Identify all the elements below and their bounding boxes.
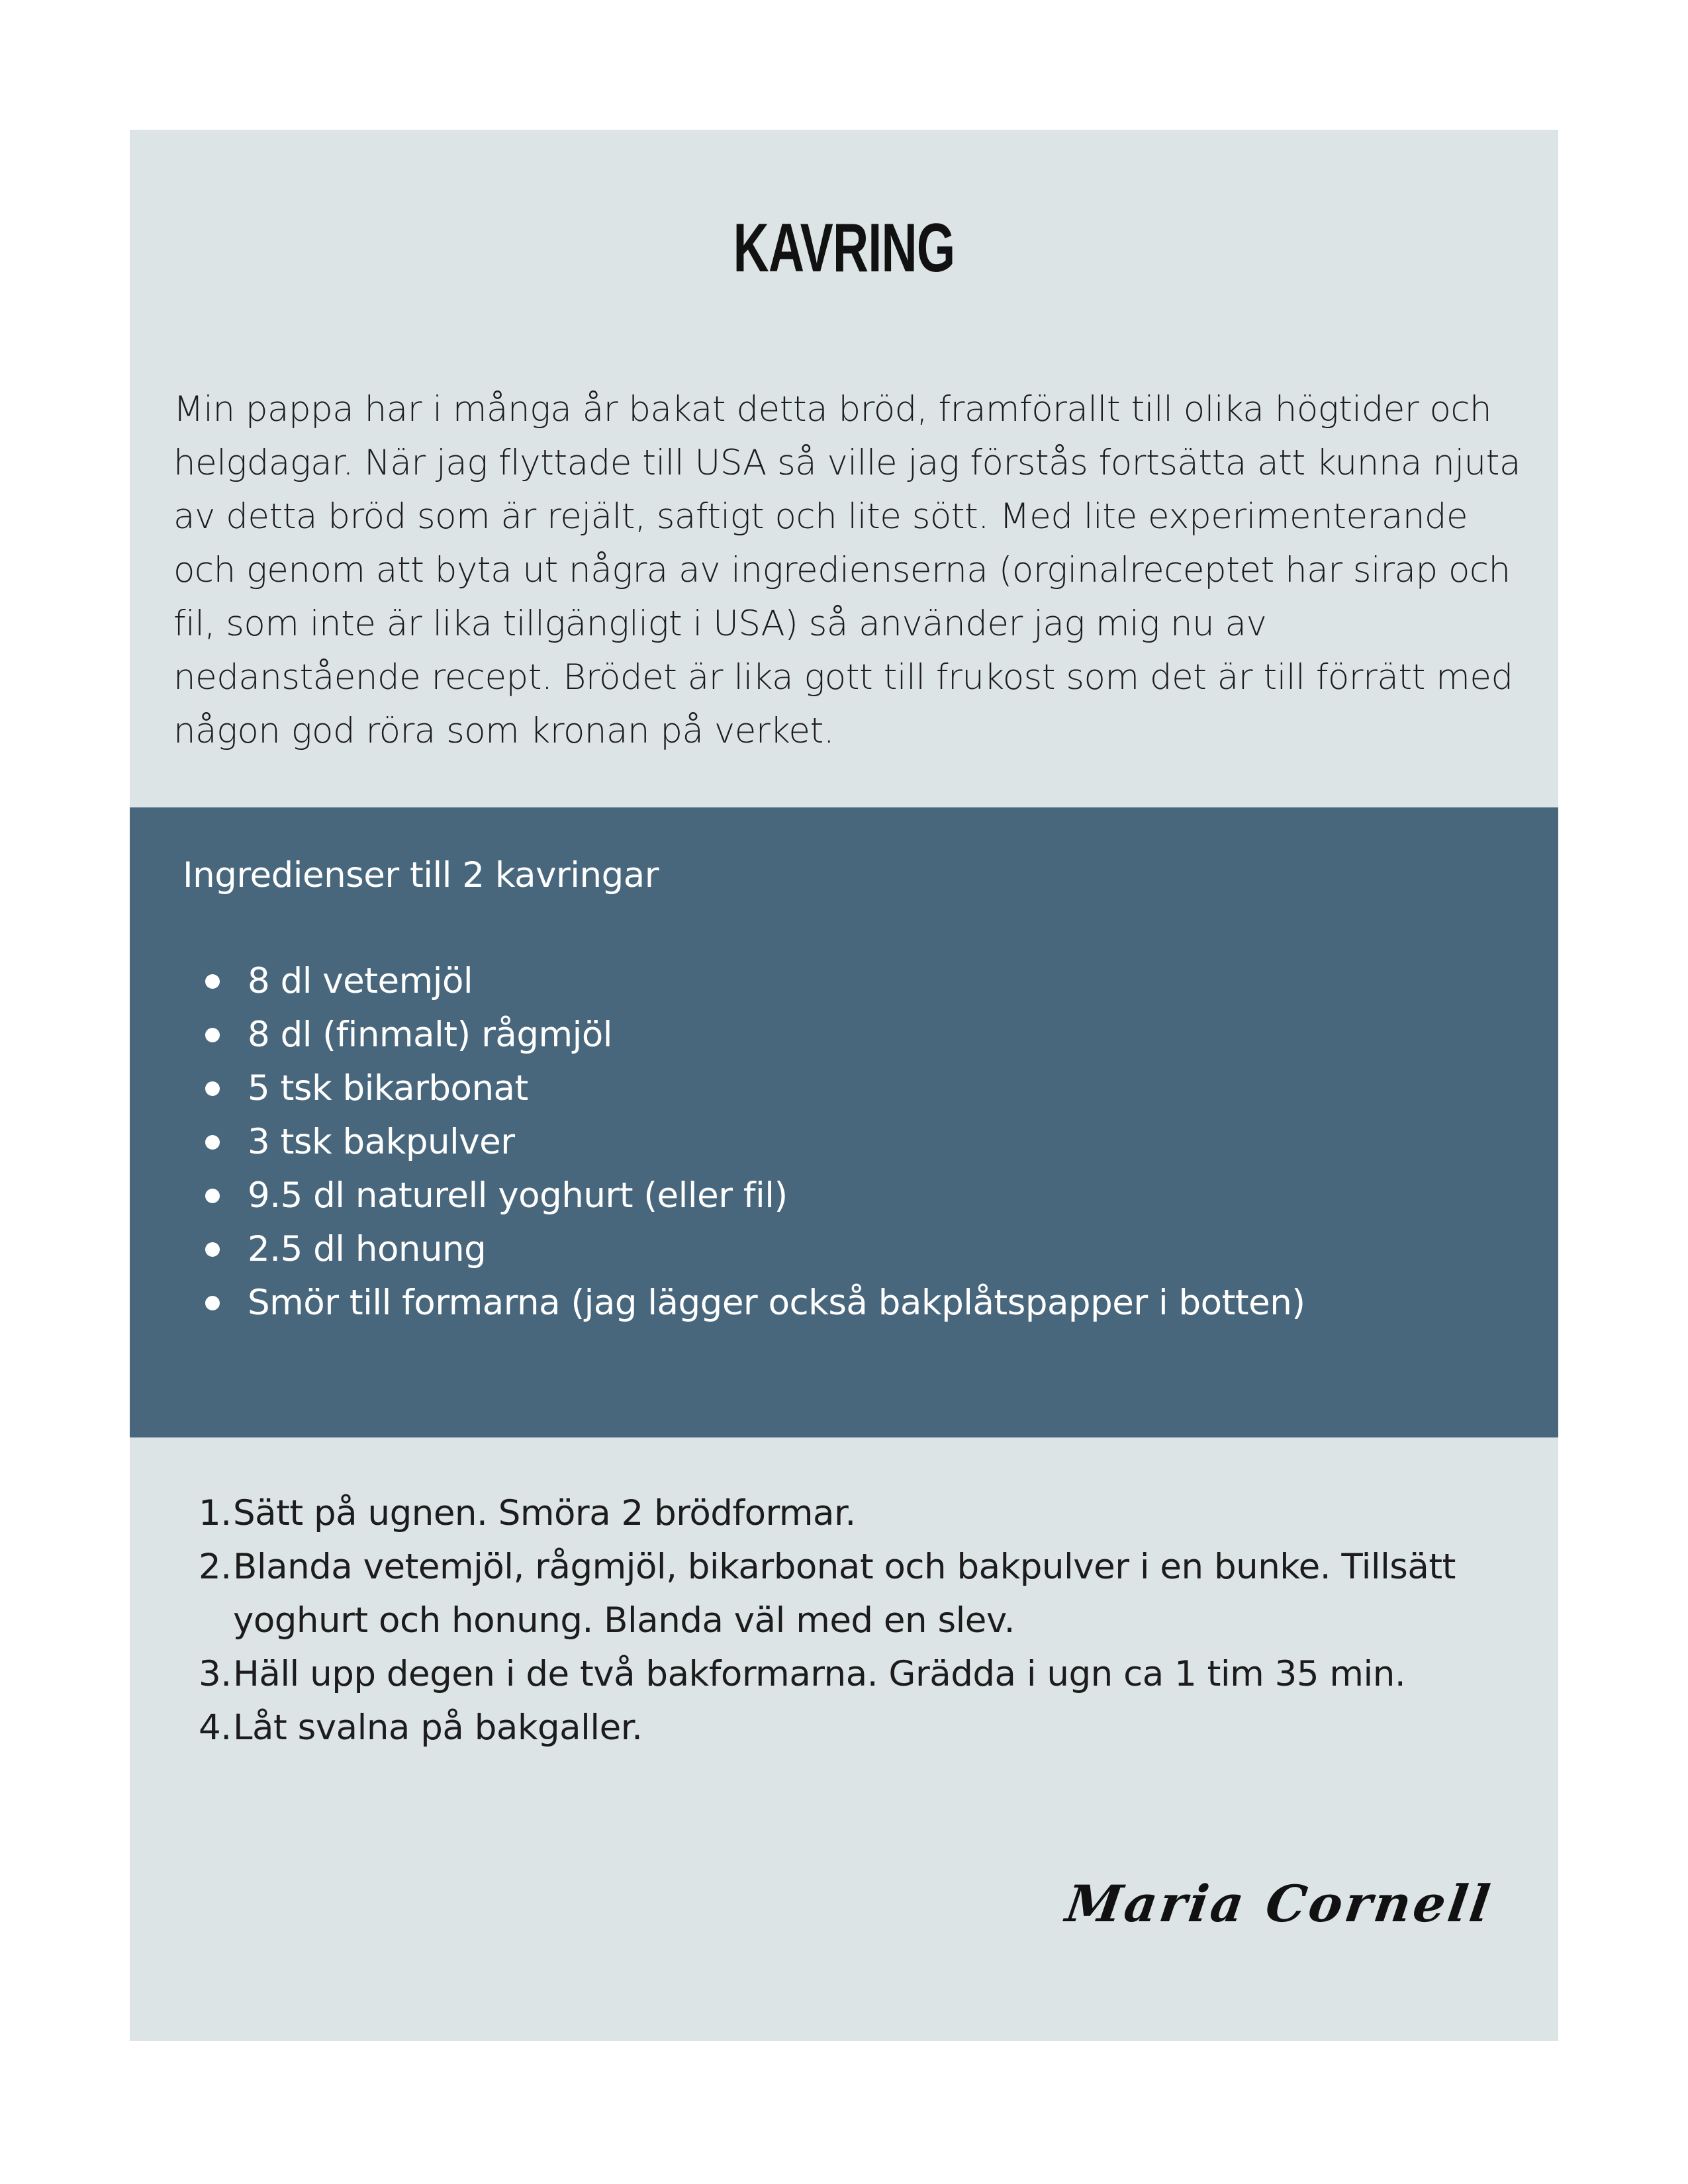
bullet-icon <box>205 1242 220 1257</box>
ingredient-text: 8 dl vetemjöl <box>248 961 473 1001</box>
instruction-steps <box>130 1486 1558 1754</box>
instruction-step <box>130 1701 1491 1754</box>
step-number: 2. <box>199 1547 232 1587</box>
ingredient-list <box>130 954 1305 1330</box>
bullet-icon <box>205 1296 220 1310</box>
author-signature: Maria Cornell <box>1062 1874 1497 1933</box>
recipe-intro: Min pappa har i många år bakat detta bröd, framförallt till olika högtider och helgdagar. När jag flyttade till USA så ville jag förstås fortsätta att kunna njuta av detta bröd som är rejält, saftigt och lite sött. Med lite experimenterande och genom att byta ut några av ingredienserna (orginalreceptet har sirap och fil, som inte är lika tillgängligt i USA) så använder jag mig nu av nedanstående recept. Brödet är lika gott till frukost som det är till förrätt med någon god röra som kronan på verket. <box>173 389 1521 751</box>
step-text: Låt svalna på bakgaller. <box>233 1707 643 1748</box>
ingredient-item <box>130 954 1305 1008</box>
ingredient-text: 3 tsk bakpulver <box>248 1122 515 1162</box>
step-text: Häll upp degen i de två bakformarna. Grädda i ugn ca 1 tim 35 min. <box>233 1654 1406 1694</box>
bullet-icon <box>205 1028 220 1042</box>
step-number: 1. <box>199 1493 232 1533</box>
step-text: Blanda vetemjöl, rågmjöl, bikarbonat och bakpulver i en bunke. Tillsätt yoghurt och honung. Blanda väl med en slev. <box>233 1547 1456 1641</box>
bullet-icon <box>205 1081 220 1096</box>
ingredient-item <box>130 1062 1305 1115</box>
bullet-icon <box>205 1189 220 1203</box>
ingredient-text: 2.5 dl honung <box>248 1229 487 1269</box>
bullet-icon <box>205 1135 220 1150</box>
ingredient-item <box>130 1222 1305 1276</box>
ingredient-text: 5 tsk bikarbonat <box>248 1068 528 1109</box>
step-number: 3. <box>199 1654 232 1694</box>
ingredient-text: 8 dl (finmalt) rågmjöl <box>248 1015 612 1055</box>
recipe-card <box>130 130 1558 2041</box>
instruction-step <box>130 1647 1491 1701</box>
ingredient-text: Smör till formarna (jag lägger också bakplåtspapper i botten) <box>248 1283 1305 1323</box>
ingredient-item <box>130 1115 1305 1169</box>
instruction-step <box>130 1540 1491 1647</box>
step-text: Sätt på ugnen. Smöra 2 brödformar. <box>233 1493 856 1533</box>
ingredient-item <box>130 1276 1305 1330</box>
ingredients-heading: Ingredienser till 2 kavringar <box>183 855 659 895</box>
instruction-step <box>130 1486 1491 1540</box>
ingredient-item <box>130 1169 1305 1222</box>
ingredients-section <box>130 807 1558 1437</box>
bullet-icon <box>205 974 220 989</box>
recipe-title: KAVRING <box>733 210 955 287</box>
step-number: 4. <box>199 1707 232 1748</box>
ingredient-text: 9.5 dl naturell yoghurt (eller fil) <box>248 1175 788 1216</box>
ingredient-item <box>130 1008 1305 1062</box>
